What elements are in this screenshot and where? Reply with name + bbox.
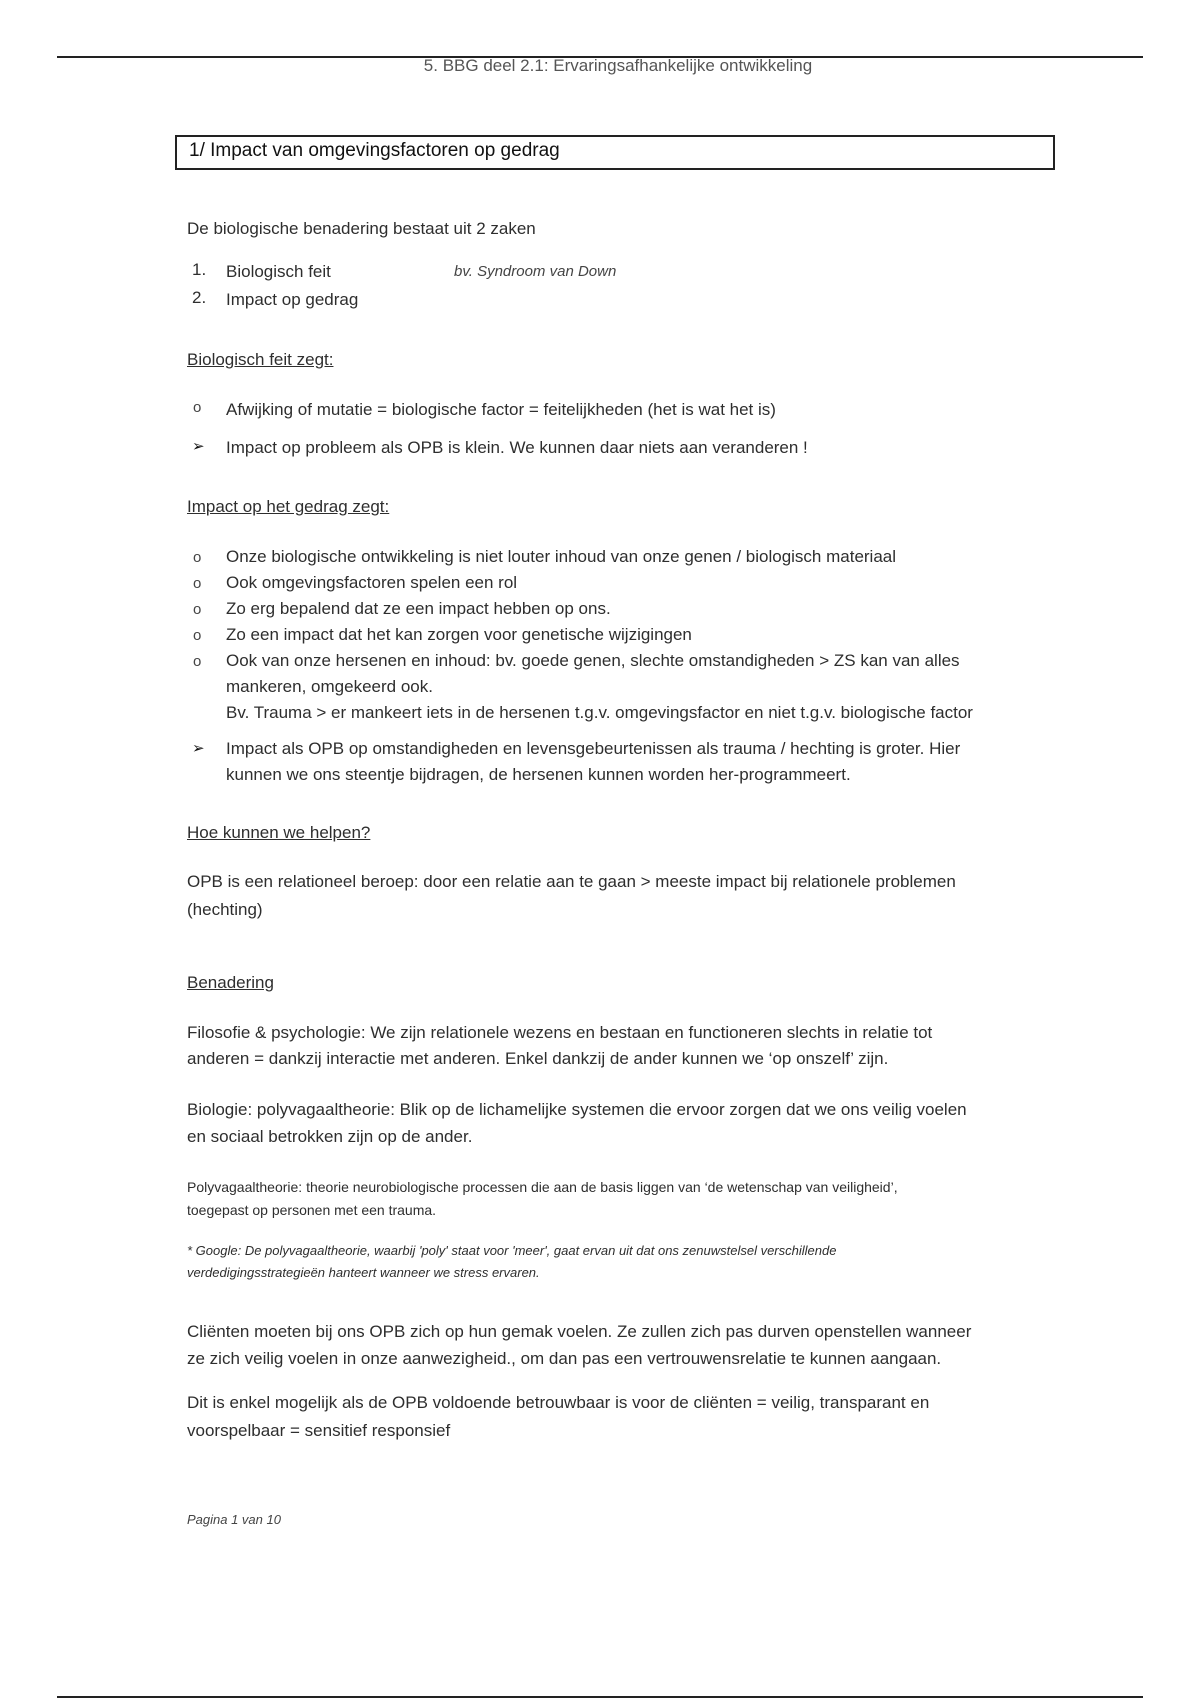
list-item: Zo erg bepalend dat ze een impact hebben op ons. bbox=[226, 599, 611, 618]
paragraph-line: voorspelbaar = sensitief responsief bbox=[187, 1421, 451, 1440]
conclusion-text-continuation: kunnen we ons steentje bijdragen, de hersenen kunnen worden her-programmeert. bbox=[226, 765, 851, 784]
list-item: Zo een impact dat het kan zorgen voor genetische wijzigingen bbox=[226, 625, 692, 644]
conclusion-text: Impact op probleem als OPB is klein. We kunnen daar niets aan veranderen ! bbox=[226, 438, 808, 457]
section-title: 1/ Impact van omgevingsfactoren op gedrag bbox=[175, 135, 1055, 170]
intro-text: De biologische benadering bestaat uit 2 zaken bbox=[187, 219, 536, 238]
circle-bullet-icon: o bbox=[193, 627, 202, 644]
circle-bullet-icon: o bbox=[193, 601, 202, 618]
heading-helpen: Hoe kunnen we helpen? bbox=[187, 823, 371, 842]
google-note-line: verdedigingsstrategieën hanteert wanneer we stress ervaren. bbox=[187, 1265, 540, 1280]
conclusion-text: Impact als OPB op omstandigheden en levensgebeurtenissen als trauma / hechting is groter. Hier bbox=[226, 739, 961, 758]
paragraph-line: Biologie: polyvagaaltheorie: Blik op de lichamelijke systemen die ervoor zorgen dat we ons veilig voelen bbox=[187, 1100, 967, 1119]
paragraph-line: OPB is een relationeel beroep: door een relatie aan te gaan > meeste impact bij relationele problemen bbox=[187, 872, 956, 891]
circle-bullet-icon: o bbox=[193, 549, 202, 566]
paragraph-line: ze zich veilig voelen in onze aanwezigheid., om dan pas een vertrouwensrelatie te kunnen aangaan. bbox=[187, 1349, 942, 1368]
note-line: Polyvagaaltheorie: theorie neurobiologische processen die aan de basis liggen van ‘de wetenschap van veiligheid’, bbox=[187, 1179, 898, 1195]
list-item: Ook omgevingsfactoren spelen een rol bbox=[226, 573, 518, 592]
list-item-impact-op-gedrag: Impact op gedrag bbox=[226, 290, 359, 309]
circle-bullet-icon: o bbox=[193, 575, 202, 592]
paragraph-line: (hechting) bbox=[187, 900, 263, 919]
page-number: Pagina 1 van 10 bbox=[187, 1512, 281, 1527]
paragraph-line: en sociaal betrokken zijn op de ander. bbox=[187, 1127, 473, 1146]
arrow-bullet-icon: ➢ bbox=[192, 740, 205, 757]
paragraph-line: Cliënten moeten bij ons OPB zich op hun gemak voelen. Ze zullen zich pas durven openstellen wanneer bbox=[187, 1322, 972, 1341]
running-header: 5. BBG deel 2.1: Ervaringsafhankelijke ontwikkeling bbox=[423, 56, 813, 75]
list-item: Afwijking of mutatie = biologische factor = feitelijkheden (het is wat het is) bbox=[226, 400, 776, 419]
circle-bullet-icon: o bbox=[193, 653, 202, 670]
list-number: 2. bbox=[192, 288, 207, 307]
paragraph-line: anderen = dankzij interactie met anderen. Enkel dankzij de ander kunnen we ‘op onszelf’ zijn. bbox=[187, 1049, 889, 1068]
arrow-bullet-icon: ➢ bbox=[192, 438, 205, 455]
list-item-continuation: mankeren, omgekeerd ook. bbox=[226, 677, 433, 696]
example-text: bv. Syndroom van Down bbox=[454, 263, 617, 280]
list-item: Ook van onze hersenen en inhoud: bv. goede genen, slechte omstandigheden > ZS kan van alles bbox=[226, 651, 960, 670]
paragraph-line: Filosofie & psychologie: We zijn relationele wezens en bestaan en functioneren slechts in relatie tot bbox=[187, 1023, 933, 1042]
heading-impact-gedrag: Impact op het gedrag zegt: bbox=[187, 497, 390, 516]
heading-biologisch-feit: Biologisch feit zegt: bbox=[187, 350, 334, 369]
heading-benadering: Benadering bbox=[187, 973, 274, 992]
google-note-line: * Google: De polyvagaaltheorie, waarbij 'poly' staat voor 'meer', gaat ervan uit dat ons zenuwstelsel verschillende bbox=[187, 1243, 837, 1258]
note-line: toegepast op personen met een trauma. bbox=[187, 1202, 437, 1218]
list-number: 1. bbox=[192, 260, 207, 279]
list-item-biologisch-feit: Biologisch feit bbox=[226, 262, 331, 281]
list-item-continuation: Bv. Trauma > er mankeert iets in de hersenen t.g.v. omgevingsfactor en niet t.g.v. biologische factor bbox=[226, 703, 973, 722]
footer-rule bbox=[57, 1696, 1143, 1698]
list-item: Onze biologische ontwikkeling is niet louter inhoud van onze genen / biologisch materiaal bbox=[226, 547, 897, 566]
circle-bullet-icon: o bbox=[193, 399, 202, 416]
paragraph-line: Dit is enkel mogelijk als de OPB voldoende betrouwbaar is voor de cliënten = veilig, transparant en bbox=[187, 1393, 930, 1412]
